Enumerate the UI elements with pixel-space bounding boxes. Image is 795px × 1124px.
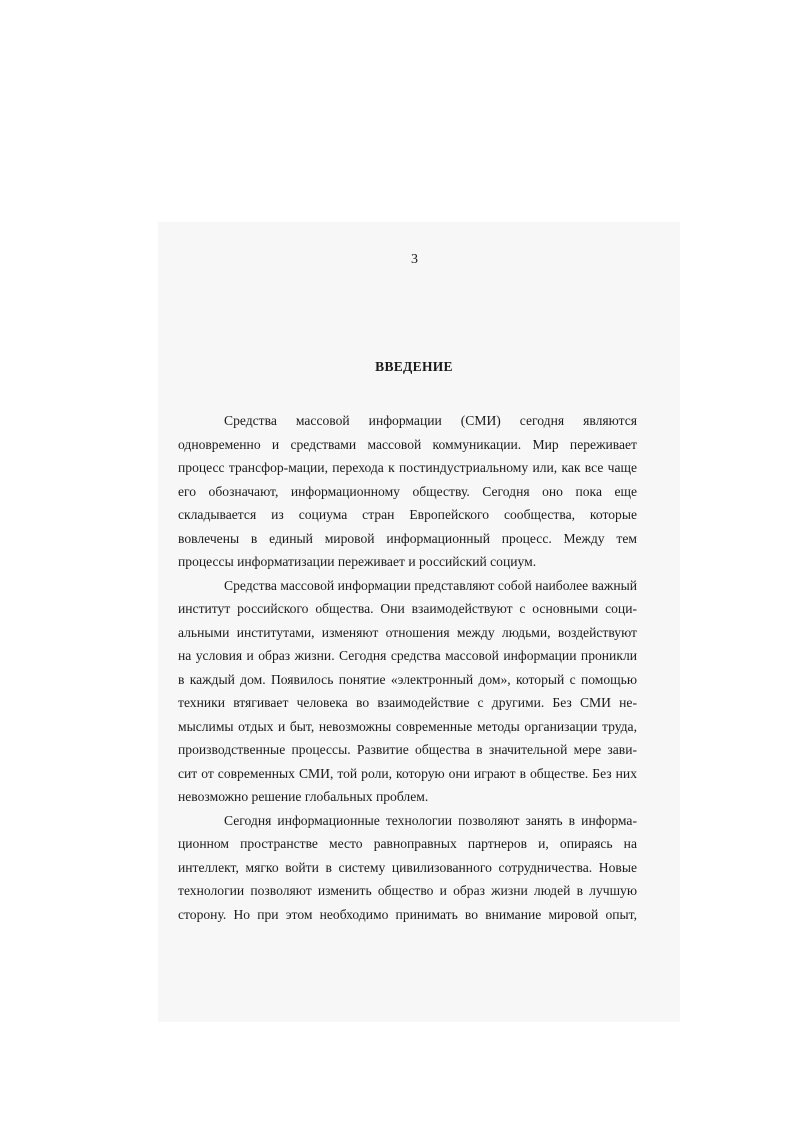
text-line: одновременно и средствами массовой коммуникации. Мир переживает: [178, 436, 637, 452]
text-line: технологии позволяют изменить общество и образ жизни людей в лучшую: [178, 883, 637, 898]
text-line: производственные процессы. Развитие общества в значительной мере зави-: [178, 742, 637, 757]
text-line: ционном пространстве место равноправных партнеров и, опираясь на: [178, 836, 637, 851]
text-line: институт российского общества. Они взаимодействуют с основными соци-: [178, 601, 637, 616]
text-line: интеллект, мягко войти в систему цивилизованного сотрудничества. Новые: [178, 859, 637, 875]
text-line: сит от современных СМИ, той роли, которую они играют в обществе. Без них: [178, 765, 637, 781]
text-line: процесс трансфор-мации, перехода к постиндустриальному или, как все чаще: [178, 460, 637, 475]
text-line: его обозначают, информационному обществу. Сегодня оно пока еще: [178, 483, 637, 499]
text-line: Сегодня информационные технологии позволяют занять в информа-: [224, 812, 637, 828]
paragraph-3: [178, 809, 637, 927]
paragraph-2: [178, 574, 637, 809]
page-number: 3: [411, 252, 418, 267]
text-line: в каждый дом. Появилось понятие «электронный дом», который с помощью: [178, 671, 637, 687]
text-line: складывается из социума стран Европейского сообщества, которые: [178, 507, 637, 522]
text-line: на условия и образ жизни. Сегодня средства массовой информации проникли: [178, 648, 637, 663]
text-line: Средства массовой информации (СМИ) сегодня являются: [224, 413, 637, 428]
text-line: мыслимы отдых и быт, невозможны современные методы организации труда,: [178, 718, 637, 734]
text-line: сторону. Но при этом необходимо принимать во внимание мировой опыт,: [178, 906, 637, 922]
body-text: [178, 409, 637, 926]
text-line: процессы информатизации переживает и российский социум.: [178, 554, 537, 569]
text-line: техники втягивает человека во взаимодействие с другими. Без СМИ не-: [178, 695, 637, 710]
text-line: вовлечены в единый мировой информационный процесс. Между тем: [178, 530, 637, 546]
text-line: Средства массовой информации представляют собой наиболее важный: [224, 577, 637, 593]
paragraph-1: [178, 409, 637, 574]
text-line: альными институтами, изменяют отношения между людьми, воздействуют: [178, 624, 637, 640]
page-title: ВВЕДЕНИЕ: [375, 359, 453, 374]
text-line: невозможно решение глобальных проблем.: [178, 789, 429, 804]
